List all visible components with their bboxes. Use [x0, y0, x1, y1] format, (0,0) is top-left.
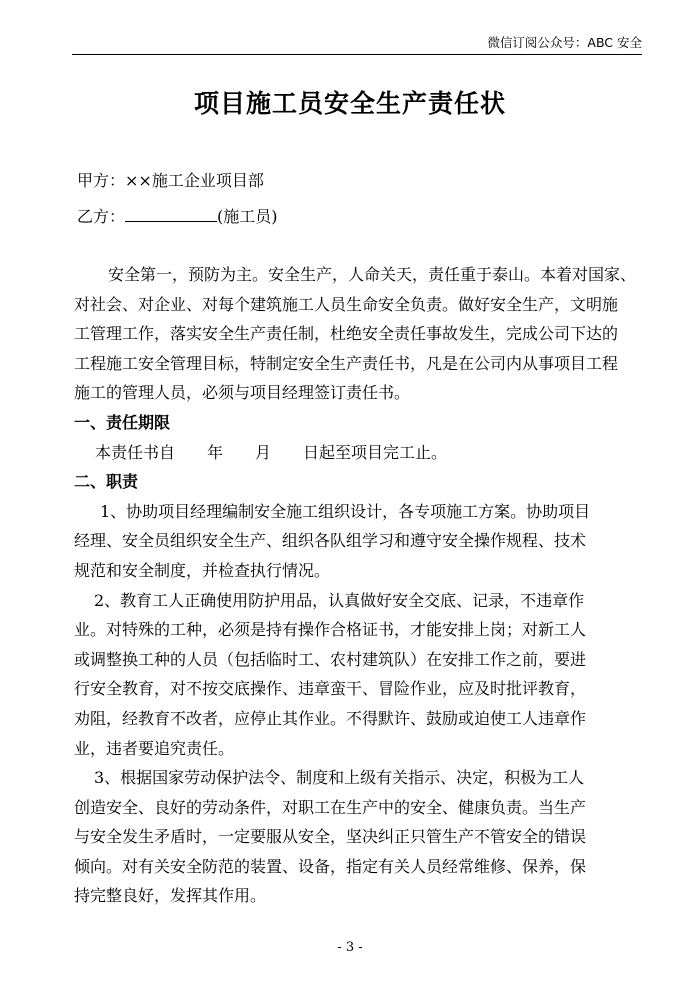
duty-line: 业，违者要追究责任。 [74, 738, 235, 758]
document-title: 项目施工员安全生产责任状 [193, 89, 506, 118]
duty-item-2 [74, 586, 634, 764]
duty-line: 创造安全、良好的劳动条件，对职工在生产中的安全、健康负责。当生产 [74, 797, 587, 817]
duty-line: 3、根据国家劳动保护法令、制度和上级有关指示、决定，积极为工人 [94, 768, 585, 788]
party-a-value: ××施工企业项目部 [125, 171, 264, 190]
intro-paragraph [74, 260, 637, 408]
duty-line: 经理、安全员组织安全生产、组织各队组学习和遵守安全操作规程、技术 [74, 531, 587, 551]
party-a-label: 甲方： [77, 171, 126, 190]
header-text: 微信订阅公众号：ABC 安全 [487, 35, 642, 50]
duty-item-3 [74, 763, 634, 911]
party-b-blank [125, 206, 217, 222]
duty-line: 规范和安全制度，并检查执行情况。 [74, 560, 331, 580]
intro-line: 安全第一，预防为主。安全生产，人命关天，责任重于泰山。本着对国家、 [108, 265, 637, 284]
party-b-label: 乙方： [77, 207, 126, 226]
duty-line: 1、协助项目经理编制安全施工组织设计，各专项施工方案。协助项目 [100, 501, 591, 521]
section-2-heading: 二、职责 [74, 472, 139, 492]
duty-line: 与安全发生矛盾时，一定要服从安全，坚决纠正只管生产不管安全的错误 [74, 827, 587, 847]
section-1-heading: 一、责任期限 [74, 412, 171, 432]
duty-line: 行安全教育，对不按交底操作、违章蛮干、冒险作业，应及时批评教育， [74, 679, 587, 699]
document-body [74, 260, 637, 911]
duty-line: 或调整换工种的人员（包括临时工、农村建筑队）在安排工作之前，要进 [74, 649, 587, 669]
page-number: - 3 - [337, 940, 363, 955]
intro-line: 对社会、对企业、对每个建筑施工人员生命安全负责。做好安全生产，文明施 [74, 294, 619, 314]
party-b-line [77, 204, 278, 227]
duty-item-1 [74, 497, 634, 586]
intro-line: 施工的管理人员，必须与项目经理签订责任书。 [74, 383, 411, 403]
duty-line: 2、教育工人正确使用防护用品，认真做好安全交底、记录，不违章作 [94, 590, 585, 610]
duty-line: 业。对特殊的工种，必须是持有操作合格证书，才能安排上岗；对新工人 [74, 620, 587, 640]
duty-line: 劝阻，经教育不改者，应停止其作业。不得默许、鼓励或迫使工人违章作 [74, 708, 587, 728]
party-a-line [77, 168, 264, 191]
intro-line: 工管理工作，落实安全生产责任制，杜绝安全责任事故发生，完成公司下达的 [74, 324, 619, 344]
intro-line: 工程施工安全管理目标，特制定安全生产责任书，凡是在公司内从事项目工程 [74, 353, 619, 373]
duty-line: 持完整良好，发挥其作用。 [74, 886, 267, 906]
party-b-suffix: (施工员) [217, 207, 278, 226]
section-1-text: 本责任书自 年 月 日起至项目完工止。 [95, 442, 448, 462]
duty-line: 倾向。对有关安全防范的装置、设备，指定有关人员经常维修、保养，保 [74, 856, 587, 876]
header-rule [72, 54, 642, 55]
